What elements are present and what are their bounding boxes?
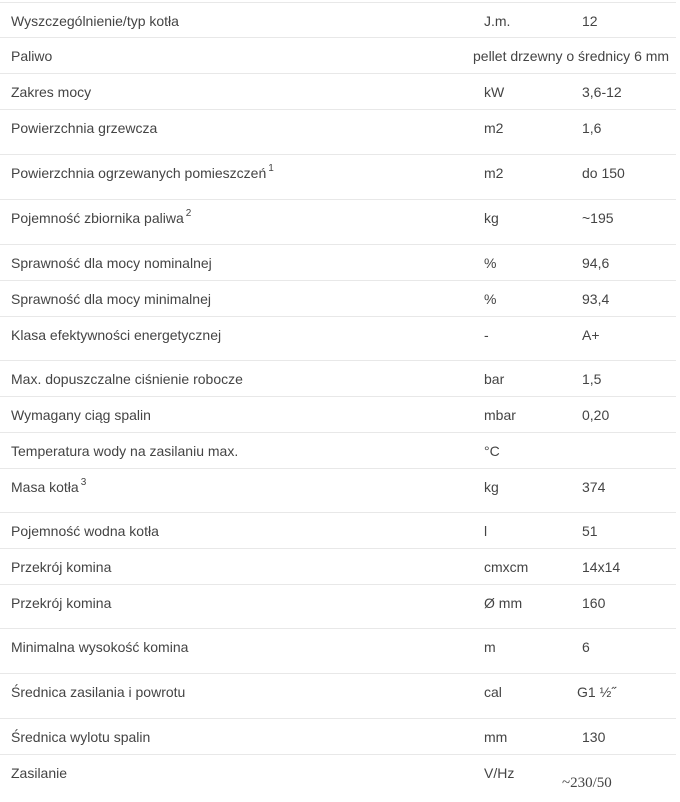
row-value: 6 xyxy=(582,639,590,655)
row-value: A+ xyxy=(582,327,600,343)
row-unit: mm xyxy=(484,729,508,745)
table-row xyxy=(0,155,676,200)
row-unit: - xyxy=(484,327,489,343)
row-unit: cal xyxy=(484,684,502,700)
table-row xyxy=(0,433,676,469)
row-unit: kW xyxy=(484,84,505,100)
row-label: Temperatura wody na zasilaniu max. xyxy=(11,443,239,459)
table-row xyxy=(0,719,676,755)
row-unit: l xyxy=(484,523,488,539)
row-label: Wymagany ciąg spalin xyxy=(11,407,151,423)
table-row xyxy=(0,549,676,585)
row-label-text: Pojemność zbiornika paliwa xyxy=(11,210,184,226)
row-label: Przekrój komina xyxy=(11,595,112,611)
table-row xyxy=(0,317,676,361)
row-value: 14x14 xyxy=(582,559,621,575)
row-label: Minimalna wysokość komina xyxy=(11,639,189,655)
table-row xyxy=(0,755,676,797)
row-label xyxy=(11,164,274,182)
row-label xyxy=(11,209,191,227)
row-value: 93,4 xyxy=(582,291,610,307)
row-value: do 150 xyxy=(582,165,625,181)
footnote-marker: 2 xyxy=(185,208,192,220)
row-unit: cmxcm xyxy=(484,559,529,575)
row-unit: kg xyxy=(484,479,499,495)
row-label: Max. dopuszczalne ciśnienie robocze xyxy=(11,371,243,387)
row-unit: m xyxy=(484,639,496,655)
row-unit: J.m. xyxy=(484,13,511,29)
row-label: Zakres mocy xyxy=(11,84,92,100)
specification-table xyxy=(0,2,676,797)
table-row xyxy=(0,2,676,38)
row-value: 130 xyxy=(582,729,606,745)
table-row xyxy=(0,629,676,674)
row-label: Wyszczególnienie/typ kotła xyxy=(11,13,179,29)
row-unit: m2 xyxy=(484,165,504,181)
table-row xyxy=(0,200,676,245)
table-row xyxy=(0,361,676,397)
row-unit: Ø mm xyxy=(484,595,523,611)
row-label: Paliwo xyxy=(11,48,53,64)
row-value: 160 xyxy=(582,595,606,611)
row-label: Powierzchnia grzewcza xyxy=(11,120,158,136)
table-row xyxy=(0,585,676,629)
row-value: pellet drzewny o średnicy 6 mm xyxy=(473,48,670,64)
row-unit: mbar xyxy=(484,407,516,423)
table-row xyxy=(0,245,676,281)
row-label: Średnica wylotu spalin xyxy=(11,729,151,745)
row-label: Średnica zasilania i powrotu xyxy=(11,684,186,700)
row-value: 12 xyxy=(582,13,598,29)
row-label: Zasilanie xyxy=(11,765,68,781)
row-unit: % xyxy=(484,291,497,307)
row-unit: bar xyxy=(484,371,505,387)
row-value: 1,5 xyxy=(582,371,602,387)
table-row xyxy=(0,110,676,155)
row-label: Pojemność wodna kotła xyxy=(11,523,159,539)
table-row xyxy=(0,397,676,433)
row-value: G1 ½˝ xyxy=(577,684,616,700)
row-value: 51 xyxy=(582,523,598,539)
row-value: 374 xyxy=(582,479,606,495)
footnote-marker: 3 xyxy=(80,477,87,489)
row-unit: °C xyxy=(484,443,500,459)
row-value: ~195 xyxy=(582,210,614,226)
table-row xyxy=(0,513,676,549)
table-row xyxy=(0,38,676,74)
row-value: 94,6 xyxy=(582,255,610,271)
row-label: Klasa efektywności energetycznej xyxy=(11,327,222,343)
row-value: 3,6-12 xyxy=(582,84,622,100)
footnote-marker: 1 xyxy=(268,163,274,175)
row-value: 0,20 xyxy=(582,407,610,423)
table-row xyxy=(0,74,676,110)
row-label: Przekrój komina xyxy=(11,559,112,575)
row-label xyxy=(11,478,86,496)
table-row xyxy=(0,469,676,513)
row-value: 1,6 xyxy=(582,120,602,136)
row-label-text: Masa kotła xyxy=(11,479,79,495)
row-label: Sprawność dla mocy minimalnej xyxy=(11,291,211,307)
row-value: ~230/50 xyxy=(562,775,612,791)
row-unit: m2 xyxy=(484,120,504,136)
table-row xyxy=(0,674,676,719)
row-unit: % xyxy=(484,255,497,271)
row-unit: kg xyxy=(484,210,499,226)
row-label-text: Powierzchnia ogrzewanych pomieszczeń xyxy=(11,165,267,181)
table-row xyxy=(0,281,676,317)
row-unit: V/Hz xyxy=(484,765,515,781)
row-label: Sprawność dla mocy nominalnej xyxy=(11,255,212,271)
